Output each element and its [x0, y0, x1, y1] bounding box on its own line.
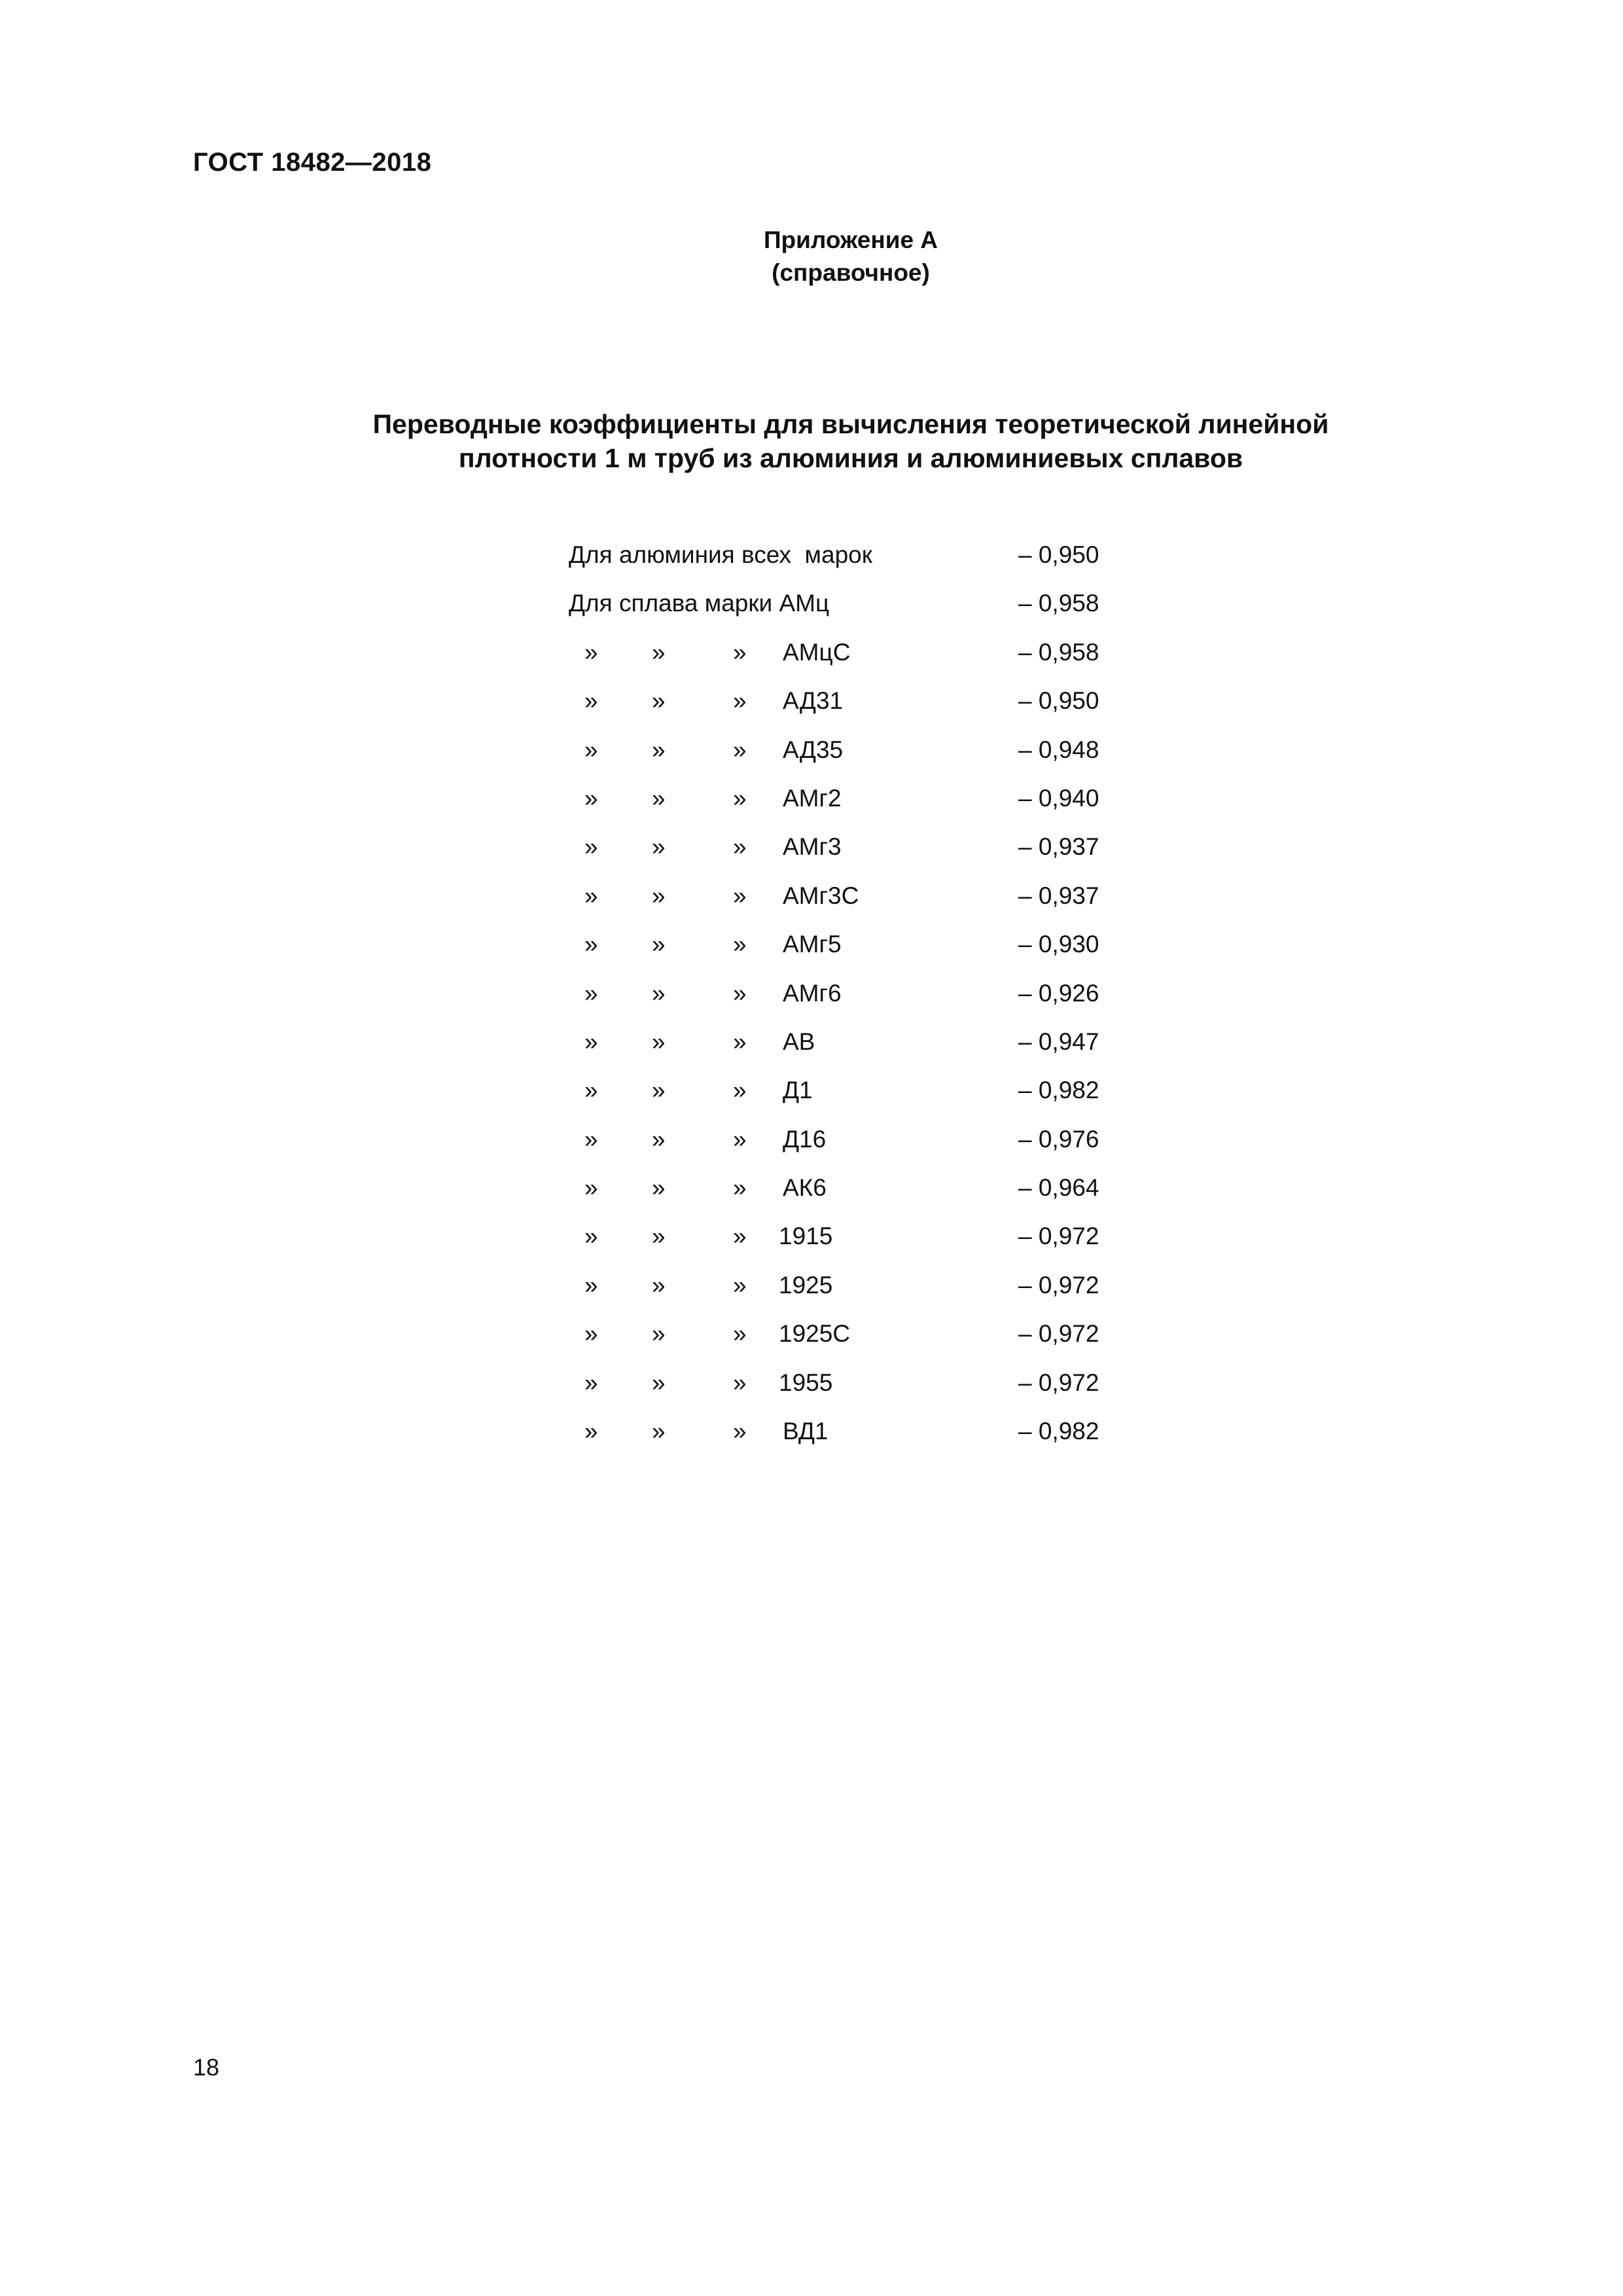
row-label: Для алюминия всех марок — [569, 541, 872, 568]
alloy-grade: АМг2 — [783, 784, 842, 812]
alloy-grade: АД35 — [783, 736, 844, 763]
ditto-mark: » — [584, 882, 598, 909]
alloy-grade: АМг5 — [783, 931, 842, 958]
ditto-mark: » — [652, 1174, 666, 1202]
ditto-mark: » — [584, 1271, 598, 1299]
row-label: Для сплава марки АМц — [569, 590, 830, 617]
coefficient-list — [0, 541, 1623, 1465]
coefficient-row — [0, 979, 1623, 1028]
coefficient-row — [0, 1125, 1623, 1174]
coefficient-value: – 0,937 — [1018, 882, 1099, 909]
alloy-grade: АД31 — [783, 687, 844, 715]
ditto-mark: » — [733, 687, 747, 715]
coefficient-value: – 0,972 — [1018, 1223, 1099, 1250]
coefficient-row — [0, 784, 1623, 833]
ditto-mark: » — [584, 687, 598, 715]
ditto-mark: » — [733, 784, 747, 812]
ditto-mark: » — [584, 1125, 598, 1153]
coefficient-value: – 0,972 — [1018, 1369, 1099, 1396]
alloy-grade: АК6 — [783, 1174, 827, 1202]
ditto-mark: » — [652, 687, 666, 715]
coefficient-row — [0, 1222, 1623, 1270]
ditto-mark: » — [733, 1418, 747, 1445]
coefficient-row — [0, 1076, 1623, 1124]
coefficient-value: – 0,950 — [1018, 541, 1099, 568]
ditto-mark: » — [733, 1271, 747, 1299]
coefficient-value: – 0,930 — [1018, 931, 1099, 958]
ditto-mark: » — [584, 1320, 598, 1348]
ditto-mark: » — [733, 1028, 747, 1055]
alloy-grade: АМг3С — [783, 882, 859, 909]
coefficient-value: – 0,972 — [1018, 1320, 1099, 1348]
ditto-mark: » — [733, 1320, 747, 1348]
ditto-mark: » — [733, 1125, 747, 1153]
page-number: 18 — [193, 2054, 220, 2081]
ditto-mark: » — [733, 638, 747, 666]
ditto-mark: » — [652, 1369, 666, 1396]
coefficient-value: – 0,964 — [1018, 1174, 1099, 1202]
coefficient-value: – 0,926 — [1018, 979, 1099, 1007]
coefficient-row — [0, 1369, 1623, 1417]
ditto-mark: » — [652, 1125, 666, 1153]
alloy-grade: АМг3 — [783, 833, 842, 861]
coefficient-row — [0, 1319, 1623, 1368]
coefficient-value: – 0,958 — [1018, 638, 1099, 666]
ditto-mark: » — [733, 882, 747, 909]
appendix-note: (справочное) — [772, 259, 930, 286]
ditto-mark: » — [652, 833, 666, 861]
alloy-grade: АВ — [783, 1028, 815, 1055]
ditto-mark: » — [652, 1418, 666, 1445]
ditto-mark: » — [652, 638, 666, 666]
ditto-mark: » — [584, 979, 598, 1007]
ditto-mark: » — [652, 784, 666, 812]
coefficient-row — [0, 1417, 1623, 1465]
ditto-mark: » — [584, 931, 598, 958]
main-title-line-2: плотности 1 м труб из алюминия и алюминиевых сплавов — [458, 443, 1243, 473]
ditto-mark: » — [584, 833, 598, 861]
ditto-mark: » — [652, 979, 666, 1007]
coefficient-row — [0, 882, 1623, 930]
ditto-mark: » — [584, 1369, 598, 1396]
alloy-grade: АМг6 — [783, 979, 842, 1007]
ditto-mark: » — [652, 1320, 666, 1348]
alloy-grade: АМцС — [783, 638, 851, 666]
coefficient-value: – 0,940 — [1018, 784, 1099, 812]
alloy-grade: 1925С — [779, 1320, 851, 1348]
appendix-title: Приложение А — [763, 226, 938, 253]
coefficient-row — [0, 736, 1623, 784]
coefficient-row — [0, 638, 1623, 687]
ditto-mark: » — [652, 736, 666, 763]
alloy-grade: ВД1 — [783, 1418, 829, 1445]
coefficient-value: – 0,950 — [1018, 687, 1099, 715]
alloy-grade: Д1 — [783, 1077, 813, 1104]
coefficient-row — [0, 1174, 1623, 1222]
coefficient-row — [0, 1271, 1623, 1319]
coefficient-value: – 0,947 — [1018, 1028, 1099, 1055]
coefficient-value: – 0,937 — [1018, 833, 1099, 861]
ditto-mark: » — [733, 736, 747, 763]
ditto-mark: » — [733, 979, 747, 1007]
coefficient-value: – 0,958 — [1018, 590, 1099, 617]
ditto-mark: » — [584, 736, 598, 763]
document-code-header: ГОСТ 18482—2018 — [193, 148, 432, 177]
ditto-mark: » — [733, 931, 747, 958]
coefficient-value: – 0,948 — [1018, 736, 1099, 763]
ditto-mark: » — [652, 882, 666, 909]
ditto-mark: » — [733, 1174, 747, 1202]
coefficient-value: – 0,976 — [1018, 1125, 1099, 1153]
coefficient-row — [0, 589, 1623, 637]
coefficient-row — [0, 930, 1623, 978]
coefficient-value: – 0,982 — [1018, 1077, 1099, 1104]
ditto-mark: » — [733, 1223, 747, 1250]
ditto-mark: » — [652, 931, 666, 958]
ditto-mark: » — [733, 1077, 747, 1104]
ditto-mark: » — [652, 1077, 666, 1104]
ditto-mark: » — [652, 1028, 666, 1055]
coefficient-row — [0, 541, 1623, 589]
alloy-grade: 1955 — [779, 1369, 833, 1396]
ditto-mark: » — [584, 1418, 598, 1445]
coefficient-row — [0, 687, 1623, 735]
coefficient-row — [0, 1028, 1623, 1076]
coefficient-value: – 0,972 — [1018, 1271, 1099, 1299]
ditto-mark: » — [652, 1223, 666, 1250]
ditto-mark: » — [652, 1271, 666, 1299]
ditto-mark: » — [733, 1369, 747, 1396]
alloy-grade: 1925 — [779, 1271, 833, 1299]
ditto-mark: » — [584, 638, 598, 666]
ditto-mark: » — [584, 784, 598, 812]
ditto-mark: » — [733, 833, 747, 861]
ditto-mark: » — [584, 1077, 598, 1104]
ditto-mark: » — [584, 1174, 598, 1202]
ditto-mark: » — [584, 1223, 598, 1250]
main-title-line-1: Переводные коэффициенты для вычисления теоретической линейной — [372, 409, 1329, 439]
coefficient-row — [0, 833, 1623, 881]
ditto-mark: » — [584, 1028, 598, 1055]
coefficient-value: – 0,982 — [1018, 1418, 1099, 1445]
alloy-grade: 1915 — [779, 1223, 833, 1250]
alloy-grade: Д16 — [783, 1125, 827, 1153]
